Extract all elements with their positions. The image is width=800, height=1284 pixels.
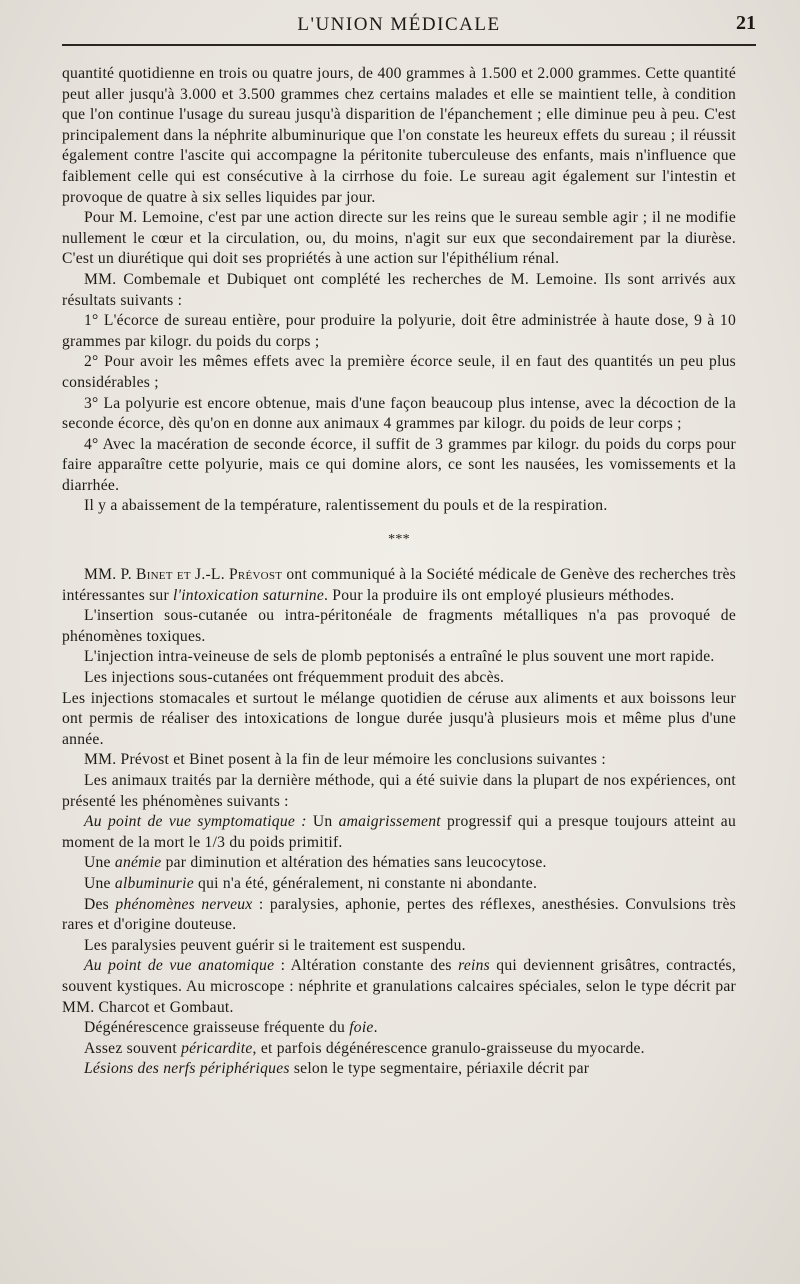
paragraph: Les animaux traités par la dernière méthode, qui a été suivie dans la plupart de nos expériences, ont présenté les phénomènes suivants : (62, 772, 736, 810)
page-header (62, 0, 756, 46)
italic-run: phénomènes nerveux (115, 895, 253, 913)
paragraph: Les injections sous-cutanées ont fréquemment produit des abcès. (84, 669, 505, 687)
italic-run: Au point de vue symptomatique : (84, 813, 307, 831)
paragraph (62, 1039, 736, 1060)
section-separator: *** (388, 532, 410, 548)
italic-run: péricardite (181, 1039, 253, 1057)
italic-run: l'intoxication saturnine (173, 586, 324, 604)
running-title: L'UNION MÉDICALE (297, 14, 501, 35)
paragraph (62, 956, 736, 1018)
italic-run: reins (458, 957, 490, 975)
paragraph: L'injection intra-veineuse de sels de plomb peptonisés a entraîné le plus souvent une mort rapide. (84, 648, 715, 666)
text-run: progressif qui a presque toujours atteint au moment de la mort le 1/3 du poids primitif. (62, 813, 736, 851)
paragraph: Les injections stomacales et surtout le mélange quotidien de céruse aux aliments et aux boissons leur ont permis de réaliser des intoxications de longue durée jusqu'à plusieurs mois et même plus d'une année. (62, 689, 736, 748)
list-item: 4° Avec la macération de seconde écorce, il suffit de 3 grammes par kilogr. du poids du corps pour faire apparaître cette polyurie, mais ce qui domine alors, ce sont les nausées, les vomissements et la diarrhée. (62, 435, 736, 494)
text-run: Une (84, 874, 115, 892)
list-item: 1° L'écorce de sureau entière, pour produire la polyurie, doit être administrée à haute dose, 9 à 10 grammes par kilogr. du poids du corps ; (62, 312, 736, 350)
paragraph (62, 565, 736, 606)
text-run: , et parfois dégénérescence granulo-graisseuse du myocarde. (252, 1039, 645, 1057)
list-item: 2° Pour avoir les mêmes effets avec la première écorce seule, il en faut des quantités un peu plus considérables ; (62, 353, 736, 391)
paragraph: MM. Combemale et Dubiquet ont complété les recherches de M. Lemoine. Ils sont arrivés aux résultats suivants : (62, 270, 736, 309)
list-item: 3° La polyurie est encore obtenue, mais d'une façon beaucoup plus intense, avec la décoction de la seconde écorce, dès qu'on en donne aux animaux 4 grammes par kilogr. du poids de leur corps ; (62, 394, 736, 433)
text-run: qui n'a été, généralement, ni constante ni abondante. (193, 874, 538, 892)
text-run: Une (84, 854, 115, 872)
article-body (62, 64, 736, 1080)
paragraph: quantité quotidienne en trois ou quatre jours, de 400 grammes à 1.500 et 2.000 grammes. Cette quantité peut aller jusqu'à 3.000 et 3.500 grammes chez certains malades et elle se maintient telle, à condition que l'on continue l'usage du sureau jusqu'à disparition de l'épanchement ; elle diminue peu à peu. C'est principalement dans la néphrite albuminurique que l'on constate les heureux effets du sureau ; il réussit également contre l'ascite qui accompagne la péritonite tuberculeuse des enfants, mais n'influence que faiblement celle qui est consécutive à la cirrhose du foie. Le sureau agit également sur l'intestin et provoque de quatre à six selles liquides par jour. (62, 65, 736, 206)
italic-run: foie (349, 1019, 374, 1037)
text-run: qui deviennent grisâtres, contractés, souvent kystiques. Au microscope : néphrite et granulations calcaires spéciales, selon le type décrit par MM. Charcot et Gombaut. (62, 957, 736, 1016)
text-run: Un (306, 813, 339, 831)
paragraph (62, 1059, 736, 1080)
text-run: . Pour la produire ils ont employé plusieurs méthodes. (324, 586, 675, 604)
paragraph: Pour M. Lemoine, c'est par une action directe sur les reins que le sureau semble agir ; il ne modifie nullement le cœur et la circulation, ou, du moins, n'agit sur eux que secondairement par la diurèse. C'est un diurétique qui doit ses propriétés à une action sur l'épithélium rénal. (62, 209, 736, 268)
italic-run: albuminurie (114, 874, 194, 892)
italic-run: amaigrissement (338, 813, 441, 831)
page-number: 21 (736, 12, 756, 34)
text-run: . (373, 1019, 378, 1037)
paragraph (62, 1018, 736, 1039)
paragraph: MM. Prévost et Binet posent à la fin de leur mémoire les conclusions suivantes : (84, 751, 606, 769)
paragraph: Il y a abaissement de la température, ralentissement du pouls et de la respiration. (84, 497, 608, 515)
text-run: ont communiqué à la Société médicale de Genève des recherches très intéressantes sur (62, 566, 736, 604)
paragraph (62, 812, 736, 853)
paragraph: L'insertion sous-cutanée ou intra-péritonéale de fragments métalliques n'a pas provoqué de phénomènes toxiques. (62, 607, 736, 645)
paragraph (62, 874, 736, 895)
text-run: Dégénérescence graisseuse fréquente du (84, 1019, 350, 1037)
italic-run: Lésions des nerfs périphériques (84, 1060, 290, 1078)
paragraph: Les paralysies peuvent guérir si le traitement est suspendu. (84, 936, 466, 954)
text-run: selon le type segmentaire, périaxile décrit par (289, 1060, 590, 1078)
author-names: MM. P. Binet et J.-L. Prévost (84, 566, 283, 584)
text-run: : paralysies, aphonie, pertes des réflexes, anesthésies. Convulsions très rares et d'origine douteuse. (62, 895, 736, 934)
paragraph (62, 895, 736, 936)
italic-run: anémie (114, 854, 162, 872)
text-run: Assez souvent (84, 1039, 182, 1057)
text-run: par diminution et altération des hématies sans leucocytose. (161, 854, 547, 872)
italic-run: Au point de vue anatomique (84, 957, 275, 975)
text-run: Des (84, 895, 116, 913)
paragraph (62, 853, 736, 874)
text-run: : Altération constante des (274, 957, 459, 975)
